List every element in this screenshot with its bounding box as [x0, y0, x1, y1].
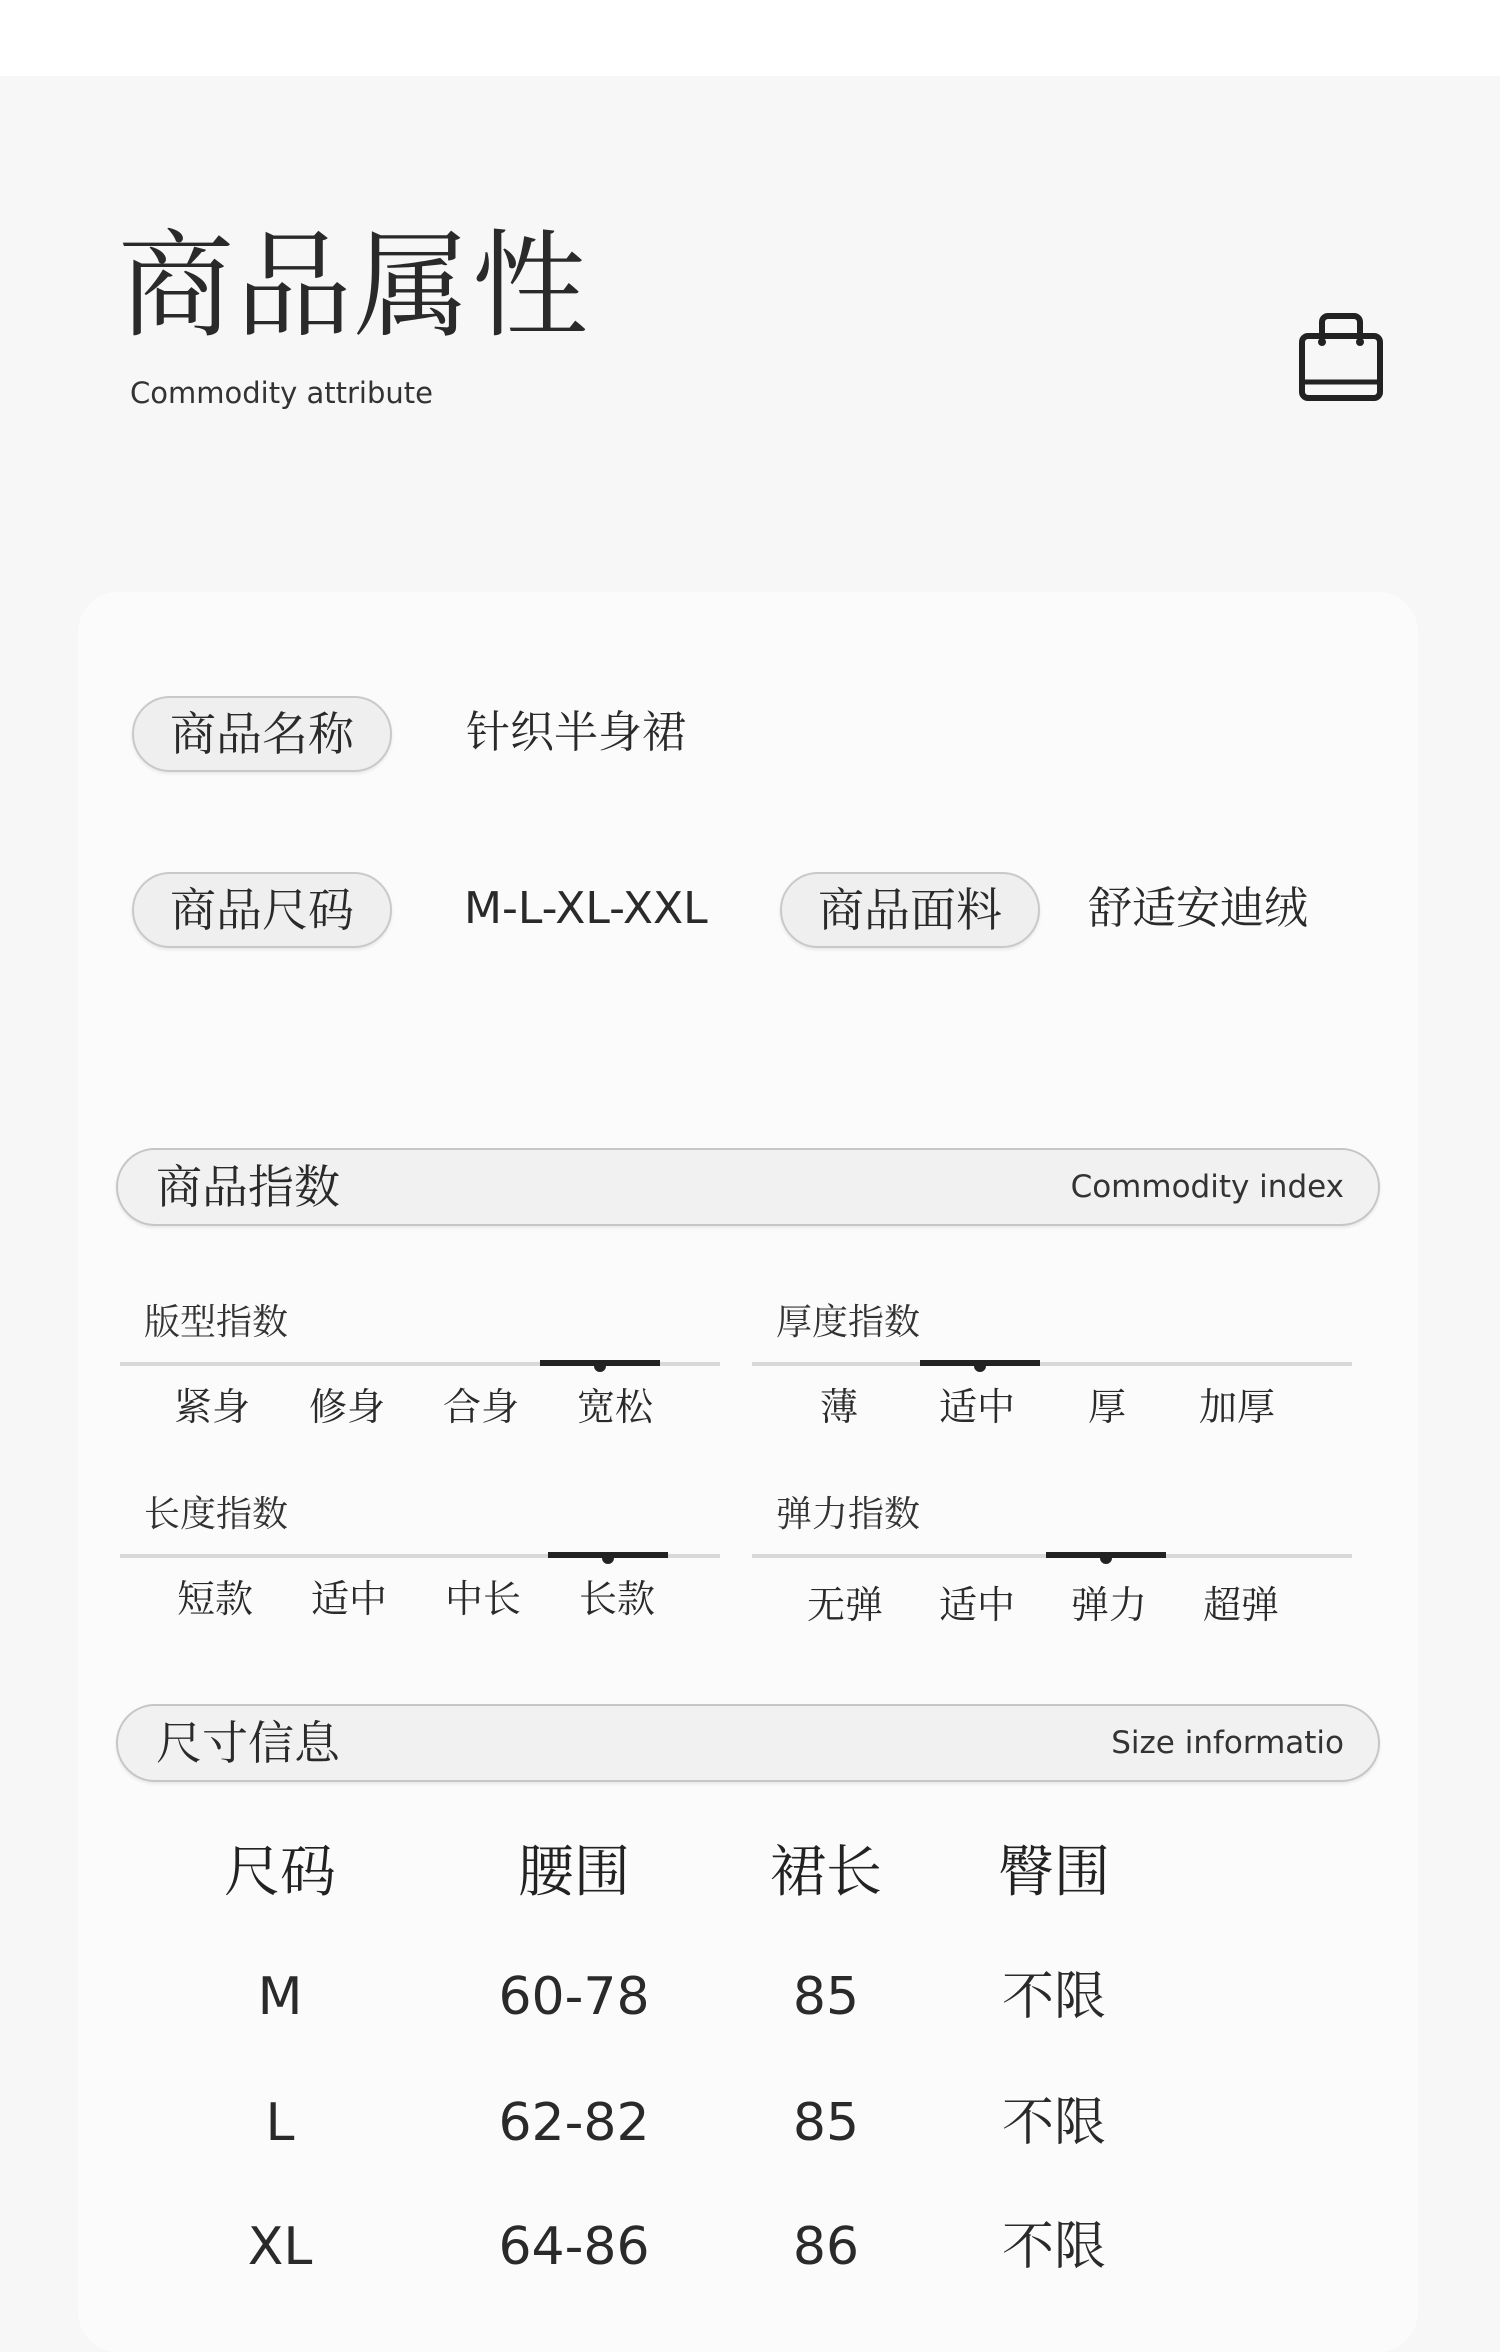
- index-option: 无弹: [806, 1583, 883, 1627]
- table-cell: 85: [792, 1967, 860, 2027]
- index-option: 中长: [444, 1577, 521, 1621]
- table-header-cell: 裙长: [770, 1840, 882, 1905]
- top-bar: [0, 0, 1500, 76]
- index-option: 合身: [442, 1385, 519, 1429]
- index-option: 加厚: [1198, 1385, 1275, 1429]
- index-option-selected: 适中: [938, 1385, 1015, 1429]
- table-cell: L: [265, 2093, 295, 2153]
- section-title: 尺寸信息: [156, 1716, 340, 1770]
- table-cell: XL: [247, 2217, 313, 2277]
- table-header-cell: 尺码: [224, 1840, 336, 1905]
- page-subtitle: Commodity attribute: [130, 376, 433, 410]
- index-option-selected: 弹力: [1070, 1583, 1147, 1627]
- table-cell: M: [257, 1967, 303, 2027]
- elasticity-index: [752, 1492, 1352, 1632]
- table-cell: 86: [792, 2217, 860, 2277]
- index-track: [120, 1362, 720, 1366]
- index-option: 修身: [308, 1385, 385, 1429]
- page-title: 商品属性: [118, 219, 590, 354]
- index-title: 长度指数: [144, 1494, 289, 1535]
- fabric-value: 舒适安迪绒: [1088, 883, 1308, 934]
- size-value: M-L-XL-XXL: [464, 883, 708, 934]
- name-value: 针织半身裙: [466, 707, 686, 758]
- index-selected-marker: [1046, 1552, 1166, 1558]
- table-cell: 不限: [1001, 2093, 1106, 2153]
- index-option: 短款: [176, 1577, 253, 1621]
- index-option: 厚: [1087, 1385, 1126, 1429]
- shopping-bag-icon[interactable]: [1296, 306, 1386, 406]
- index-option-selected: 长款: [578, 1577, 655, 1621]
- index-title: 弹力指数: [776, 1494, 921, 1535]
- index-track: [752, 1362, 1352, 1366]
- size-info-header: [116, 1704, 1380, 1782]
- section-subtitle: Commodity index: [1070, 1169, 1344, 1205]
- size-label-pill: 商品尺码: [132, 872, 392, 948]
- index-option: 超弹: [1202, 1583, 1279, 1627]
- table-cell: 不限: [1001, 1967, 1106, 2027]
- table-cell: 不限: [1001, 2217, 1106, 2277]
- index-track: [120, 1554, 720, 1558]
- fit-index: [120, 1300, 720, 1440]
- index-title: 版型指数: [144, 1302, 289, 1343]
- index-option-selected: 宽松: [576, 1385, 653, 1429]
- table-header-cell: 臀围: [998, 1840, 1110, 1905]
- index-option: 薄: [819, 1385, 858, 1429]
- index-selected-marker: [548, 1552, 668, 1558]
- index-option: 适中: [938, 1583, 1015, 1627]
- name-label-pill: 商品名称: [132, 696, 392, 772]
- table-cell: 85: [792, 2093, 860, 2153]
- length-index: [120, 1492, 720, 1632]
- index-option: 紧身: [173, 1385, 250, 1429]
- fabric-label-pill: 商品面料: [780, 872, 1040, 948]
- index-track: [752, 1554, 1352, 1558]
- commodity-index-header: [116, 1148, 1380, 1226]
- section-subtitle: Size informatio: [1111, 1725, 1344, 1761]
- index-title: 厚度指数: [776, 1302, 921, 1343]
- table-header-cell: 腰围: [518, 1840, 630, 1905]
- index-option: 适中: [310, 1577, 387, 1621]
- table-cell: 64-86: [498, 2217, 650, 2277]
- section-title: 商品指数: [156, 1160, 340, 1214]
- table-cell: 60-78: [498, 1967, 650, 2027]
- index-selected-marker: [540, 1360, 660, 1366]
- index-selected-marker: [920, 1360, 1040, 1366]
- thickness-index: [752, 1300, 1352, 1440]
- table-cell: 62-82: [498, 2093, 650, 2153]
